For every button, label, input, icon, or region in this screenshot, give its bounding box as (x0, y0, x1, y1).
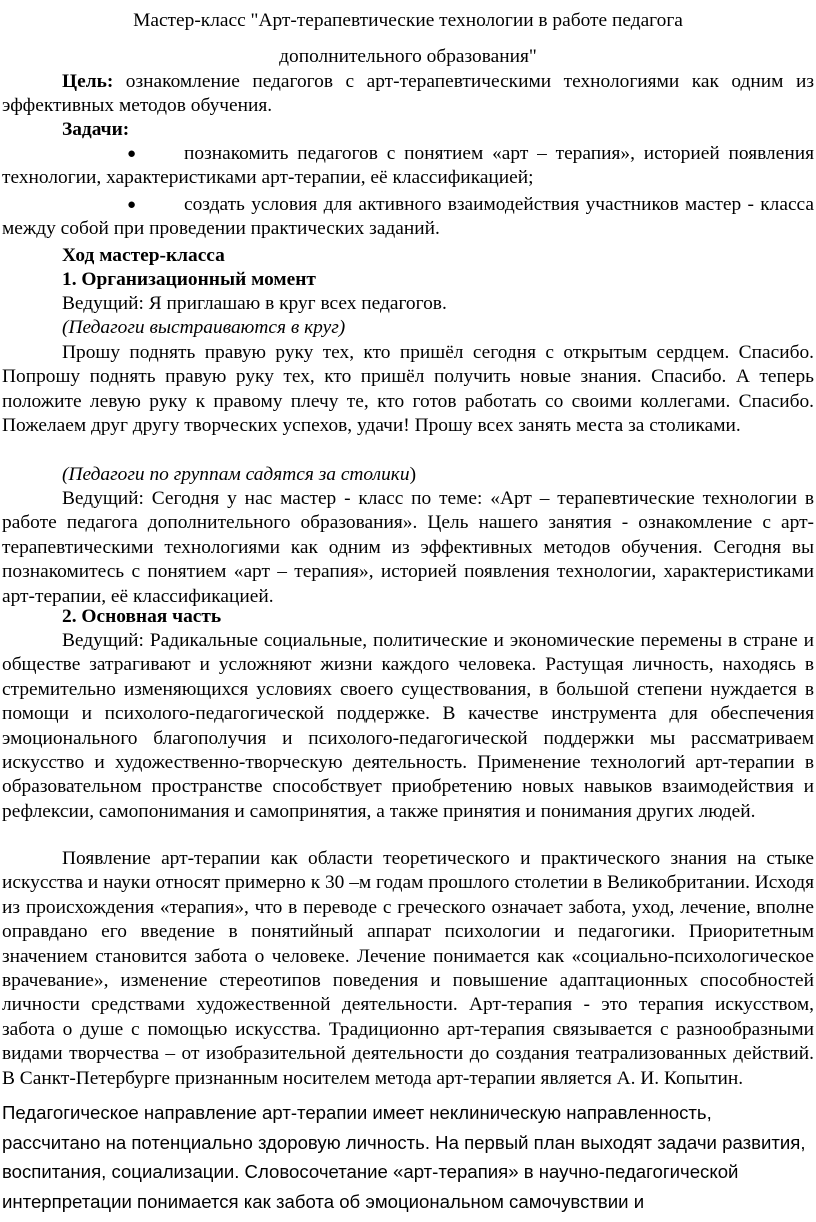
section-1-paragraph-2 (2, 316, 814, 340)
section-2-paragraph-1: Ведущий: Радикальные социальные, политические и экономические перемены в стране и обществе затрагивают и усложняют жизни каждого человека. Растущая личность, находясь в стремительно изменяющихся условиях своего существования, в большой степени нуждается в помощи и психолого-педагогической поддержке. В качестве инструмента для обеспечения эмоционального благополучия и психолого-педагогической поддержки мы рассматриваем искусство и художественно-творческую деятельность. Применение технологий арт-терапии в образовательном пространстве способствует приобретению новых навыков взаимодействия и рефлексии, самопонимания и самопринятия, а также принятия и понимания других людей. (2, 630, 814, 822)
stage-direction-tail: ) (409, 464, 417, 485)
section-1-paragraph-4 (2, 463, 814, 487)
section-1-paragraph-5: Ведущий: Сегодня у нас мастер - класс по теме: «Арт – терапевтические технологии в работе педагога дополнительного образования». Цель нашего занятия - ознакомление с арт-терапевтическими технологиями как одним из эффективных методов обучения. Сегодня вы познакомитесь с понятием «арт – терапия», историей появления технологии, характеристиками арт-терапии, её классификацией. (2, 488, 814, 607)
course-heading: Ход мастер-класса (62, 245, 225, 266)
section-1-paragraph-3: Прошу поднять правую руку тех, кто пришёл сегодня с открытым сердцем. Спасибо. Попрошу поднять правую руку тех, кто пришёл получить новые знания. Спасибо. А теперь положите левую руку к правому плечу те, кто готов работать со своими коллегами. Спасибо. Пожелаем друг другу творческих успехов, удачи! Прошу всех занять места за столиками. (2, 342, 814, 437)
tasks-label: Задачи: (62, 119, 130, 140)
task-text: создать условия для активного взаимодействия участников мастер - класса между собой при проведении практических заданий. (2, 193, 814, 240)
task-text: познакомить педагогов с понятием «арт – терапия», историей появления технологии, характеристиками арт-терапии, её классификацией; (2, 143, 814, 189)
section-1-paragraph-1: Ведущий: Я приглашаю в круг всех педагогов. (62, 293, 447, 314)
stage-direction: (Педагоги выстраиваются в круг) (62, 317, 346, 338)
goal-label: Цель: (62, 71, 114, 92)
section-2-paragraph-2: Появление арт-терапии как области теоретического и практического знания на стыке искусства и науки относят примерно к 30 –м годам прошлого столетии в Великобритании. Исходя из происхождения «терапия», что в переводе с греческого означает забота, уход, лечение, вполне оправдано его введение в понятийный аппарат психологии и педагогики. Приоритетным значением становится забота о человеке. Лечение понимается как «социально-психологическое врачевание», изменение стереотипов поведения и повышение адаптационных способностей личности средствами художественной деятельности. Арт-терапия - это терапия искусством, забота о душе с помощью искусства. Традиционно арт-терапия связывается с разнообразными видами творчества – от изобразительной деятельности до создания театрализованных действий. В Санкт-Петербурге признанным носителем метода арт-терапии является А. И. Копытин. (2, 848, 814, 1089)
section-1-heading: 1. Организационный момент (62, 269, 316, 290)
section-2-heading: 2. Основная часть (62, 606, 222, 627)
goal-text: ознакомление педагогов с арт-терапевтическими технологиями как одним из эффективных методов обучения. (2, 71, 814, 117)
bullet-icon: ● (127, 196, 137, 213)
task-item (2, 142, 814, 191)
task-item (2, 193, 814, 242)
stage-direction: (Педагоги по группам садятся за столики (62, 464, 410, 485)
goal-paragraph (2, 70, 814, 119)
document-title-line-1: Мастер-класс "Арт-терапевтические технологии в работе педагога (133, 10, 683, 31)
section-2-paragraph-3: Педагогическое направление арт-терапии имеет неклиническую направленность, рассчитано на потенциально здоровую личность. На первый план выходят задачи развития, воспитания, социализации. Словосочетание «арт-терапия» в научно-педагогической интерпретации понимается как забота об эмоциональном самочувствии и (2, 1102, 806, 1212)
document-title-line-2: дополнительного образования" (279, 46, 537, 67)
bullet-icon: ● (127, 146, 137, 162)
tasks-list (2, 142, 814, 242)
